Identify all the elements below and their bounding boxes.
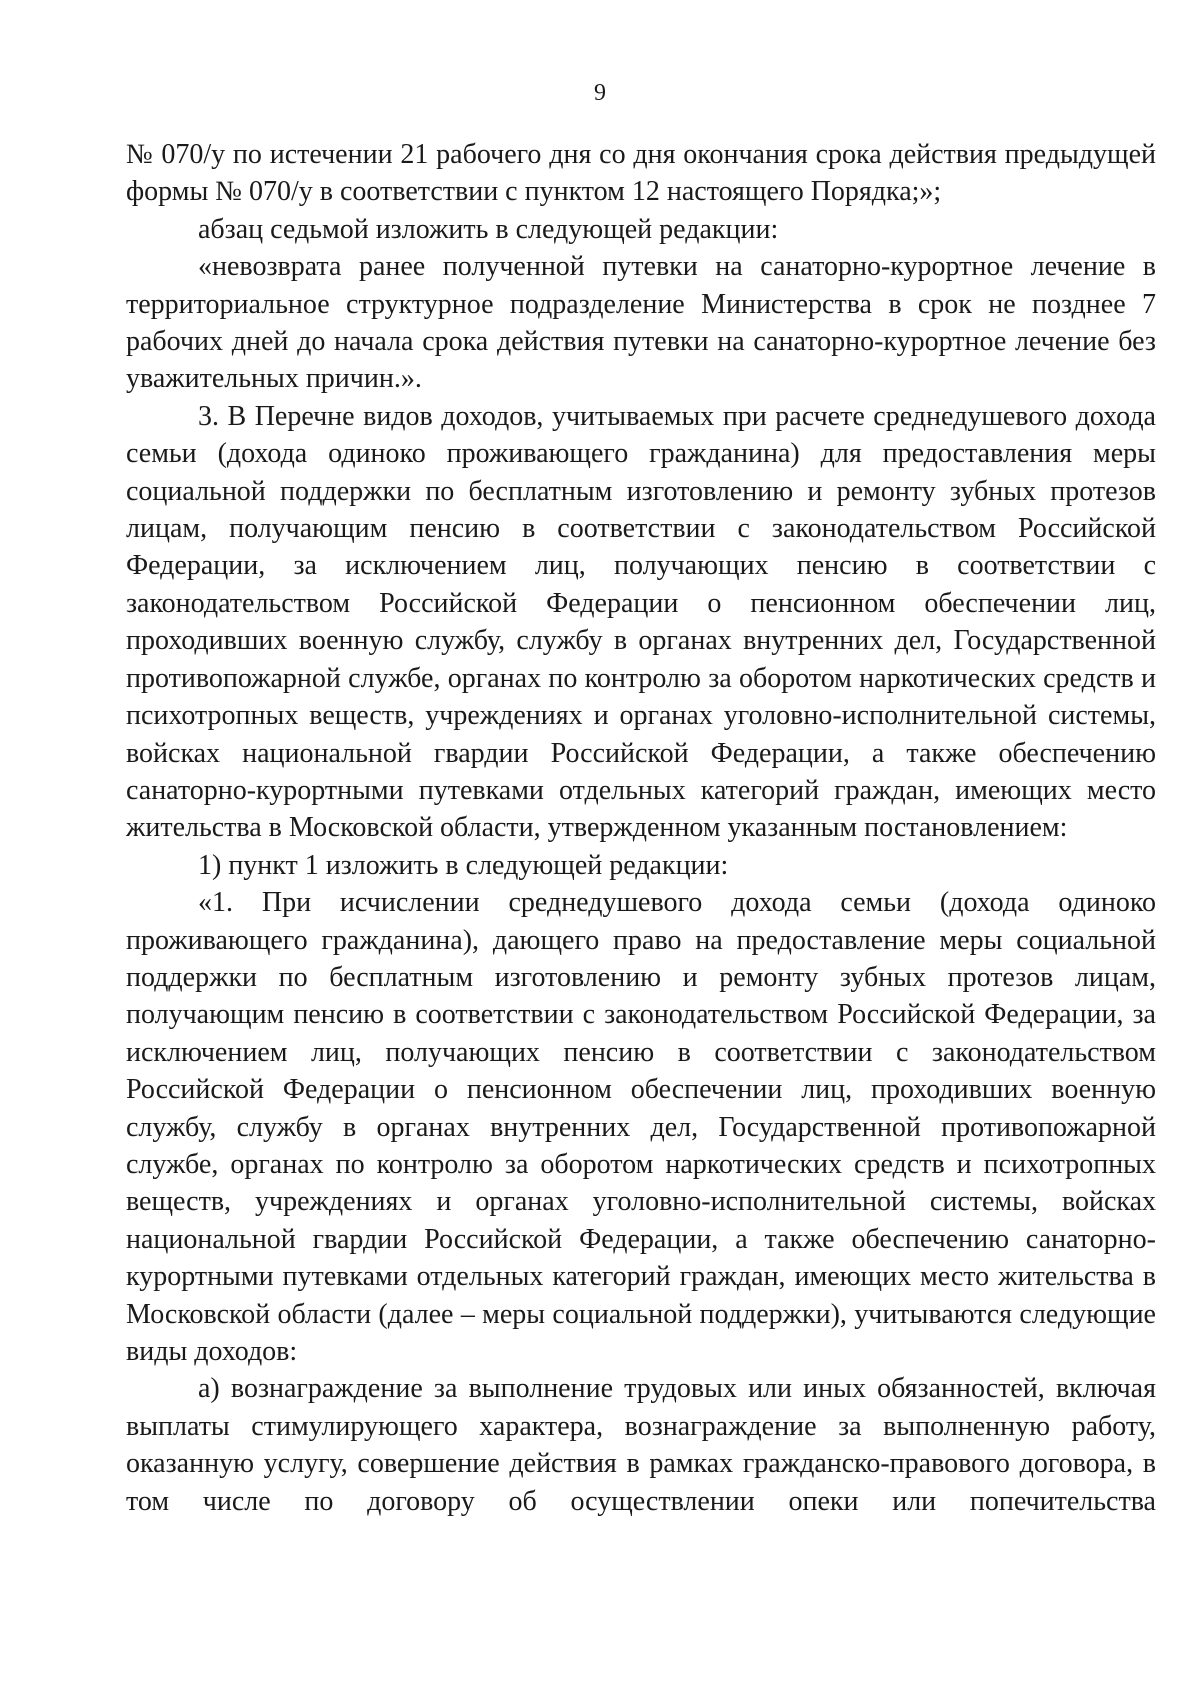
- document-body: [126, 136, 1156, 1520]
- paragraph-subitem-a: а) вознаграждение за выполнение трудовых или иных обязанностей, включая выплаты стимулирующего характера, вознаграждение за выполненную работу, оказанную услугу, совершение действия в рамках гражданско-правового договора, в том числе по договору об осуществлении опеки или попечительства: [126, 1373, 1156, 1517]
- paragraph-quoted-point-1: «1. При исчислении среднедушевого дохода семьи (дохода одиноко проживающего гражданина), дающего право на предоставление меры социальной поддержки по бесплатным изготовлению и ремонту зубных протезов лицам, получающим пенсию в соответствии с законодательством Российской Федерации, за исключением лиц, получающих пенсию в соответствии с законодательством Российской Федерации о пенсионном обеспечении лиц, проходивших военную службу, службу в органах внутренних дел, Государственной противопожарной службе, органах по контролю за оборотом наркотических средств и психотропных веществ, учреждениях и органах уголовно-исполнительной системы, войсках национальной гвардии Российской Федерации, а также обеспечению санаторно-курортными путевками отдельных категорий граждан, имеющих место жительства в Московской области (далее – меры социальной поддержки), учитываются следующие виды доходов:: [126, 887, 1156, 1367]
- paragraph-item-3: 3. В Перечне видов доходов, учитываемых при расчете среднедушевого дохода семьи (дохода одиноко проживающего гражданина) для предоставления меры социальной поддержки по бесплатным изготовлению и ремонту зубных протезов лицам, получающим пенсию в соответствии с законодательством Российской Федерации, за исключением лиц, получающих пенсию в соответствии с законодательством Российской Федерации о пенсионном обеспечении лиц, проходивших военную службу, службу в органах внутренних дел, Государственной противопожарной службе, органах по контролю за оборотом наркотических средств и психотропных веществ, учреждениях и органах уголовно-исполнительной системы, войсках национальной гвардии Российской Федерации, а также обеспечению санаторно-курортными путевками отдельных категорий граждан, имеющих место жительства в Московской области, утвержденном указанным постановлением:: [126, 400, 1156, 844]
- paragraph-subitem-1: 1) пункт 1 изложить в следующей редакции:: [198, 849, 729, 881]
- paragraph-quoted-text: «невозврата ранее полученной путевки на санаторно-курортное лечение в территориальное структурное подразделение Министерства в срок не позднее 7 рабочих дней до начала срока действия путевки на санаторно-курортное лечение без уважительных причин.».: [126, 251, 1156, 395]
- page-number: 9: [594, 80, 606, 106]
- paragraph-amendment-instruction: абзац седьмой изложить в следующей редакции:: [198, 213, 779, 245]
- paragraph-continuation: № 070/у по истечении 21 рабочего дня со дня окончания срока действия предыдущей формы № 070/у в соответствии с пунктом 12 настоящего Порядка;»;: [126, 139, 1156, 208]
